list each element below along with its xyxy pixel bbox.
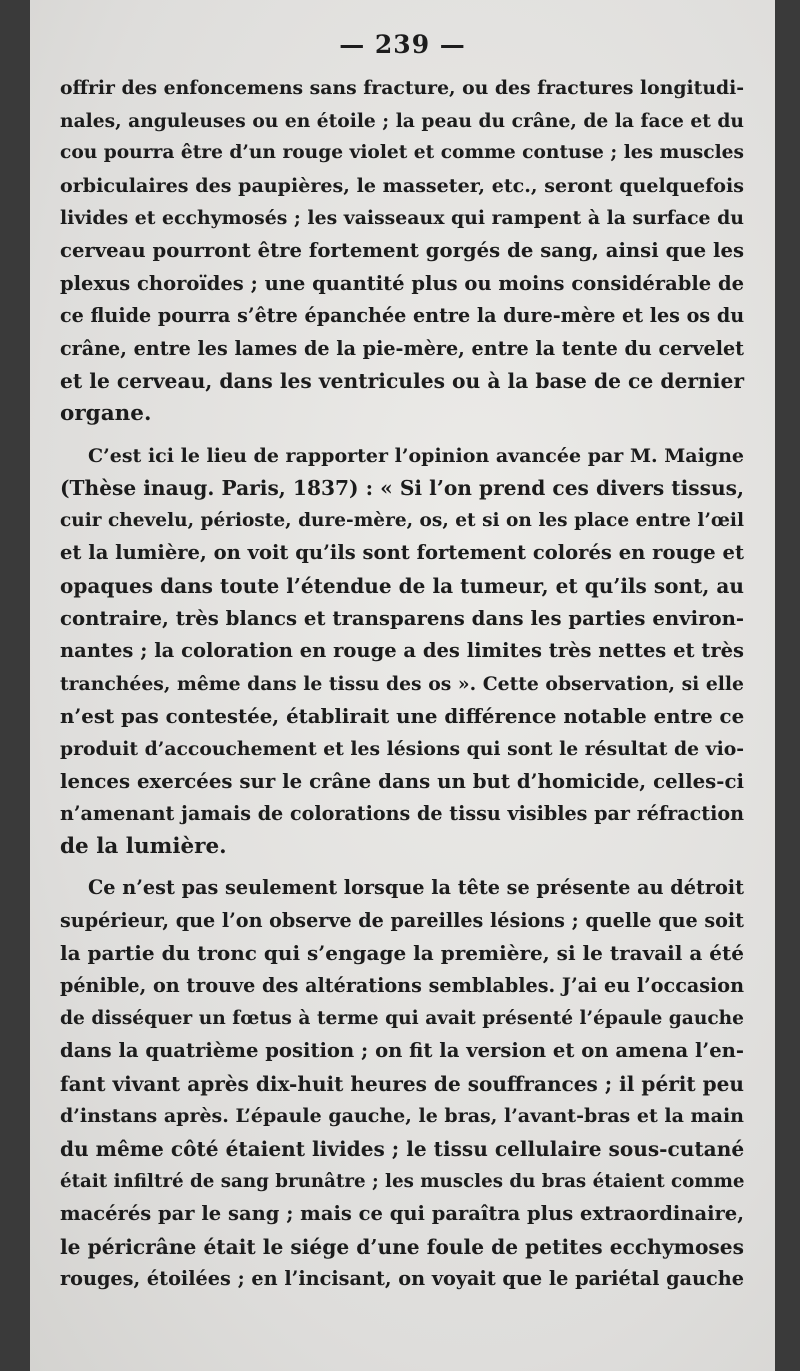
- text-line: d’instans après. L’épaule gauche, le bras, l’avant-bras et la main: [60, 1105, 744, 1128]
- paragraph-2: [60, 440, 744, 864]
- text-line: (Thèse inaug. Paris, 1837) : « Si l’on prend ces divers tissus,: [60, 476, 744, 501]
- text-line: organe.: [60, 400, 152, 426]
- text-line: livides et ecchymosés ; les vaisseaux qui rampent à la surface du: [60, 207, 744, 230]
- text-line: cerveau pourront être fortement gorgés de sang, ainsi que les: [60, 238, 744, 262]
- text-line: ce fluide pourra s’être épanchée entre la dure-mère et les os du: [60, 304, 745, 328]
- text-line: macérés par le sang ; mais ce qui paraîtra plus extraordinaire,: [60, 1202, 744, 1226]
- text-line: supérieur, que l’on observe de pareilles lésions ; quelle que soit: [60, 908, 745, 932]
- text-line: cou pourra être d’un rouge violet et comme contuse ; les muscles: [60, 142, 744, 164]
- text-line: tranchées, même dans le tissu des os ». Cette observation, si elle: [60, 672, 744, 695]
- text-line: n’amenant jamais de colorations de tissu visibles par réfraction: [60, 802, 744, 826]
- text-line: plexus choroïdes ; une quantité plus ou moins considérable de: [60, 271, 744, 295]
- paragraph-3: [60, 872, 744, 1296]
- text-line: produit d’accouchement et les lésions qui sont le résultat de vio-: [60, 737, 744, 760]
- text-line: de la lumière.: [60, 833, 227, 859]
- body-text: [60, 72, 744, 1296]
- text-line: et le cerveau, dans les ventricules ou à la base de ce dernier: [60, 369, 745, 394]
- text-line: de disséquer un fœtus à terme qui avait présenté l’épaule gauche: [60, 1007, 744, 1029]
- text-line: la partie du tronc qui s’engage la première, si le travail a été: [60, 941, 744, 966]
- text-line: du même côté étaient livides ; le tissu cellulaire sous-cutané: [60, 1137, 745, 1161]
- text-line: rouges, étoilées ; en l’incisant, on voyait que le pariétal gauche: [60, 1267, 744, 1291]
- text-line: opaques dans toute l’étendue de la tumeur, et qu’ils sont, au: [60, 573, 744, 598]
- paragraph-1: [60, 72, 744, 431]
- text-line: contraire, très blancs et transparens dans les parties environ-: [60, 606, 745, 630]
- text-line: offrir des enfoncemens sans fracture, ou des fractures longitudi-: [60, 77, 745, 99]
- text-line: le péricrâne était le siége d’une foule de petites ecchymoses: [60, 1234, 744, 1259]
- text-line: nantes ; la coloration en rouge a des limites très nettes et très: [60, 639, 744, 663]
- text-line: crâne, entre les lames de la pie-mère, entre la tente du cervelet: [60, 336, 744, 360]
- text-line: était infiltré de sang brunâtre ; les muscles du bras étaient comme: [60, 1170, 745, 1192]
- text-line: lences exercées sur le crâne dans un but d’homicide, celles-ci: [60, 769, 744, 794]
- text-line: fant vivant après dix-huit heures de souffrances ; il périt peu: [60, 1071, 744, 1096]
- text-line: orbiculaires des paupières, le masseter, etc., seront quelquefois: [60, 174, 744, 197]
- text-line: dans la quatrième position ; on fit la version et on amena l’en-: [60, 1039, 745, 1063]
- text-line: et la lumière, on voit qu’ils sont fortement colorés en rouge et: [60, 541, 744, 565]
- book-page: [30, 0, 775, 1371]
- text-line: C’est ici le lieu de rapporter l’opinion avancée par M. Maigne: [88, 444, 744, 467]
- text-line: Ce n’est pas seulement lorsque la tête se présente au détroit: [88, 876, 744, 900]
- text-line: pénible, on trouve des altérations semblables. J’ai eu l’occasion: [60, 974, 744, 998]
- text-line: cuir chevelu, périoste, dure-mère, os, et si on les place entre l’œil: [60, 509, 744, 531]
- text-line: n’est pas contestée, établirait une différence notable entre ce: [60, 704, 745, 729]
- page-number: — 239 —: [339, 30, 466, 59]
- text-line: nales, anguleuses ou en étoile ; la peau du crâne, de la face et du: [60, 109, 744, 132]
